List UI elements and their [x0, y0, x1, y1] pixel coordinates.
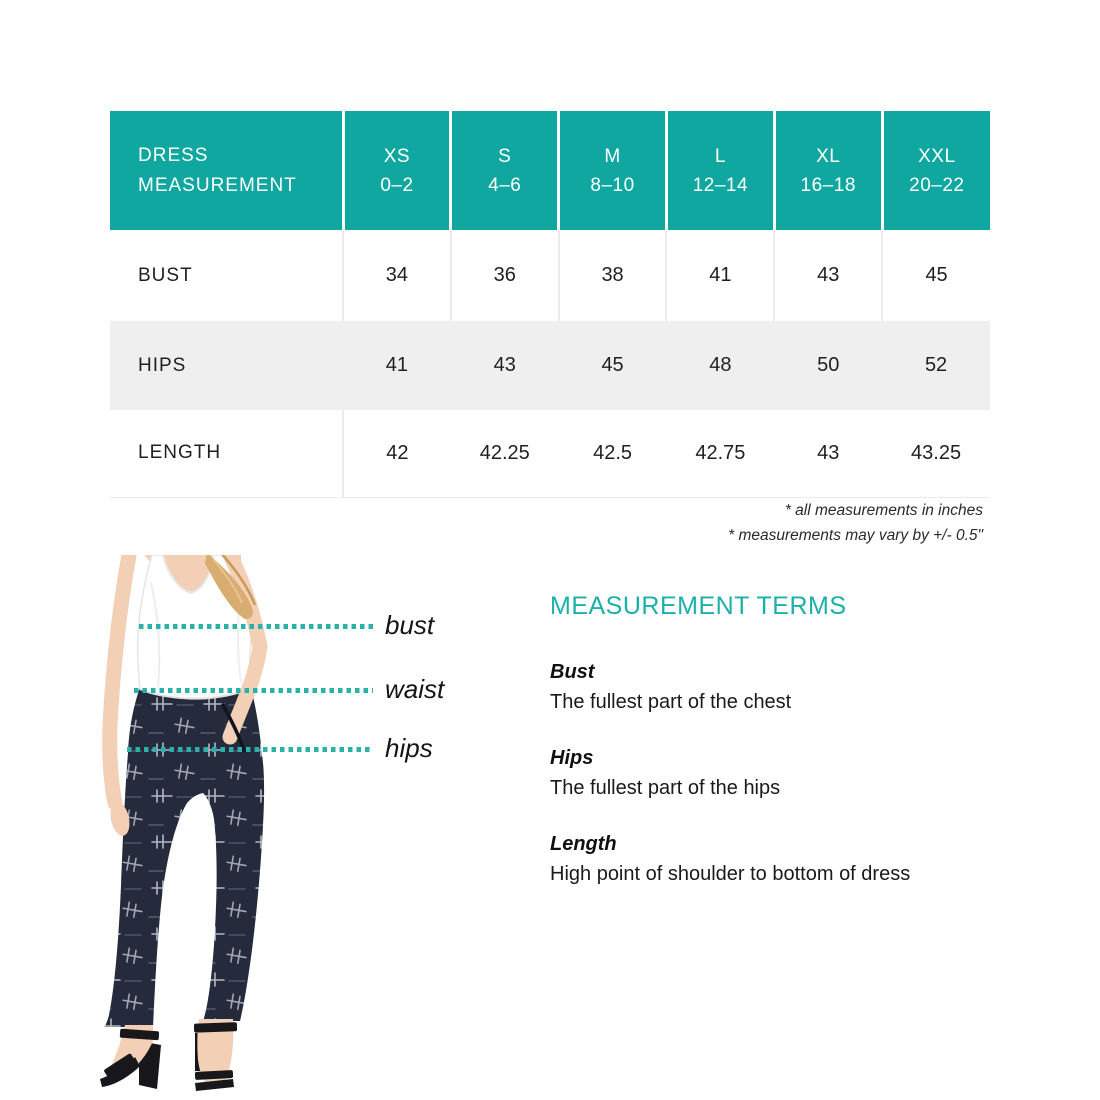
- term-bust: [550, 661, 1030, 714]
- cell-value: 42.25: [451, 410, 559, 497]
- bust-measurement-line: [139, 624, 373, 629]
- term-definition: The fullest part of the chest: [550, 691, 792, 713]
- term-definition: High point of shoulder to bottom of dress: [550, 863, 911, 885]
- cell-value: 52: [882, 321, 990, 410]
- table-header-row: [110, 111, 990, 230]
- waist-measurement-line: [134, 688, 373, 693]
- cell-value: 43: [774, 410, 882, 497]
- column-header-l: [666, 111, 774, 230]
- size-name: XL: [816, 145, 841, 167]
- term-name: Bust: [550, 661, 595, 683]
- table-header-label: DRESS MEASUREMENT: [110, 111, 343, 230]
- cell-value: 45: [559, 321, 667, 410]
- size-name: S: [498, 145, 512, 167]
- cell-value: 42.75: [666, 410, 774, 497]
- column-header-xl: [774, 111, 882, 230]
- size-name: XS: [383, 145, 411, 167]
- cell-value: 50: [774, 321, 882, 410]
- size-range: 8–10: [590, 174, 635, 196]
- size-name: M: [604, 145, 621, 167]
- measurement-terms-heading: MEASUREMENT TERMS: [550, 592, 847, 620]
- footnote-variance: * measurements may vary by +/- 0.5": [728, 526, 983, 544]
- column-header-m: [559, 111, 667, 230]
- term-name: Length: [550, 833, 617, 855]
- size-name: L: [714, 145, 726, 167]
- term-name: Hips: [550, 747, 594, 769]
- waist-line-label: waist: [385, 674, 445, 704]
- row-label: BUST: [110, 230, 343, 321]
- cell-value: 48: [666, 321, 774, 410]
- measurement-terms-section: [550, 592, 1030, 919]
- cell-value: 43: [774, 230, 882, 321]
- size-range: 12–14: [692, 174, 749, 196]
- column-header-xxl: [882, 111, 990, 230]
- cell-value: 43.25: [882, 410, 990, 497]
- bust-line-label: bust: [385, 610, 435, 640]
- table-row-bust: [110, 230, 990, 321]
- term-hips: [550, 747, 1030, 800]
- cell-value: 42: [343, 410, 451, 497]
- term-definition: The fullest part of the hips: [550, 777, 781, 799]
- footnotes: [510, 499, 983, 548]
- cell-value: 38: [559, 230, 667, 321]
- row-label: HIPS: [110, 321, 343, 410]
- size-range: 0–2: [380, 174, 414, 196]
- table-row-hips: [110, 321, 990, 410]
- cell-value: 41: [666, 230, 774, 321]
- cell-value: 42.5: [559, 410, 667, 497]
- column-header-s: [451, 111, 559, 230]
- size-range: 4–6: [488, 174, 522, 196]
- left-shoe: [100, 1025, 161, 1089]
- hips-line-label: hips: [385, 733, 433, 763]
- hips-measurement-line: [127, 747, 373, 752]
- cell-value: 45: [882, 230, 990, 321]
- column-header-xs: [343, 111, 451, 230]
- cell-value: 43: [451, 321, 559, 410]
- cell-value: 36: [451, 230, 559, 321]
- table-row-length: [110, 410, 990, 497]
- size-range: 20–22: [909, 174, 965, 196]
- row-label: LENGTH: [110, 410, 343, 497]
- size-name: XXL: [918, 145, 956, 167]
- cell-value: 34: [343, 230, 451, 321]
- right-shoe: [194, 1019, 237, 1091]
- term-length: [550, 833, 1030, 886]
- cell-value: 41: [343, 321, 451, 410]
- size-range: 16–18: [800, 174, 856, 196]
- footnote-inches: * all measurements in inches: [784, 502, 983, 519]
- size-chart-table: [110, 111, 990, 498]
